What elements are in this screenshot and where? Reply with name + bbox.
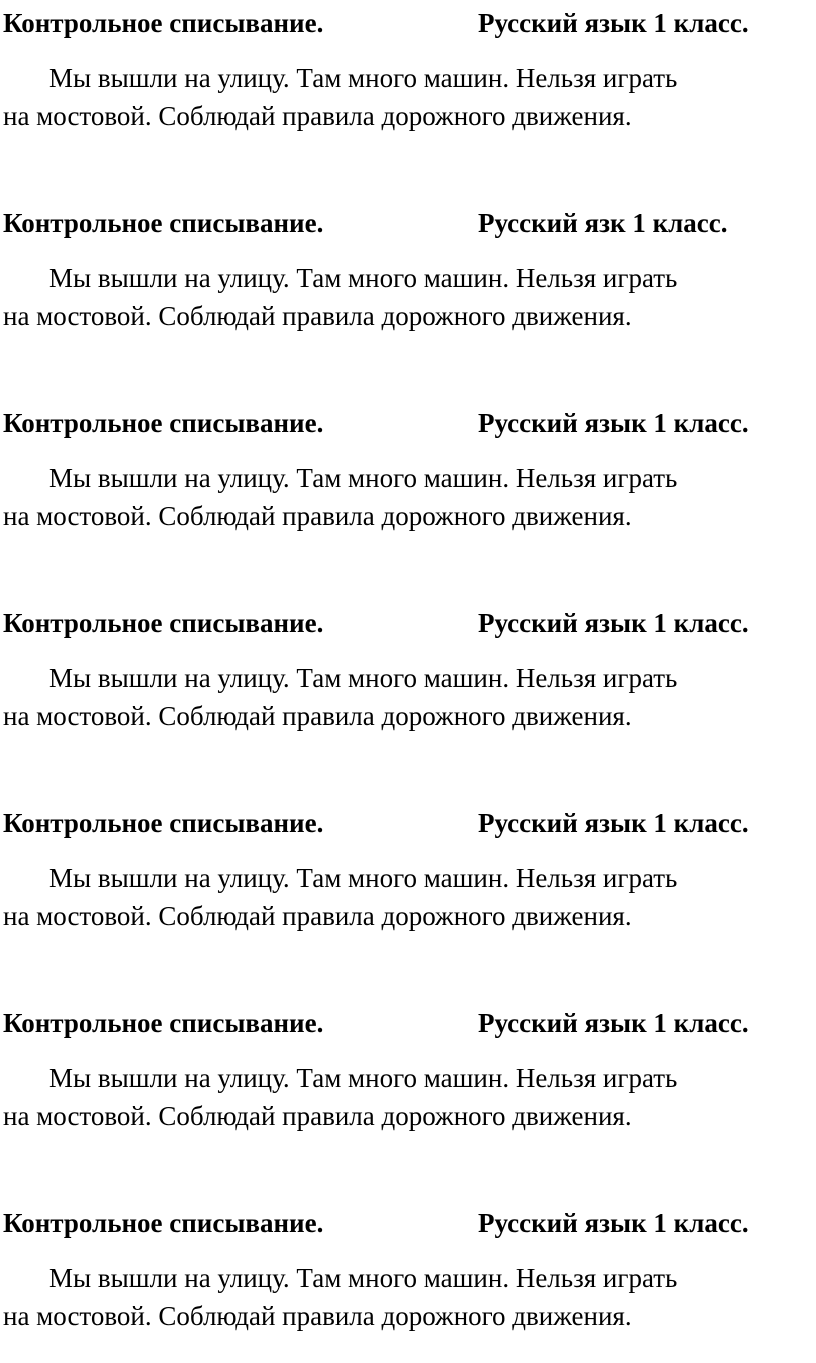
text-line: Мы вышли на улицу. Там много машин. Нельзя играть: [49, 463, 678, 493]
block-subject: Русский язык 1 класс.: [478, 1208, 749, 1238]
text-line: на мостовой. Соблюдай правила дорожного движения.: [3, 1101, 632, 1131]
block-text: [3, 459, 803, 535]
block-title: Контрольное списывание.: [3, 1008, 324, 1038]
text-line: Мы вышли на улицу. Там много машин. Нельзя играть: [49, 263, 678, 293]
block-subject: Русский язк 1 класс.: [478, 208, 728, 238]
text-line: на мостовой. Соблюдай правила дорожного движения.: [3, 501, 632, 531]
dictation-block: [0, 1003, 816, 1163]
text-line: Мы вышли на улицу. Там много машин. Нельзя играть: [49, 63, 678, 93]
dictation-block: [0, 803, 816, 963]
block-text: [3, 859, 803, 935]
dictation-block: [0, 3, 816, 163]
block-subject: Русский язык 1 класс.: [478, 408, 749, 438]
text-line: на мостовой. Соблюдай правила дорожного движения.: [3, 301, 632, 331]
text-line: на мостовой. Соблюдай правила дорожного движения.: [3, 701, 632, 731]
block-text: [3, 59, 803, 135]
text-line: Мы вышли на улицу. Там много машин. Нельзя играть: [49, 1063, 678, 1093]
text-line: на мостовой. Соблюдай правила дорожного движения.: [3, 901, 632, 931]
block-subject: Русский язык 1 класс.: [478, 8, 749, 38]
block-subject: Русский язык 1 класс.: [478, 808, 749, 838]
text-line: Мы вышли на улицу. Там много машин. Нельзя играть: [49, 1263, 678, 1293]
dictation-block: [0, 403, 816, 563]
text-line: Мы вышли на улицу. Там много машин. Нельзя играть: [49, 663, 678, 693]
text-line: на мостовой. Соблюдай правила дорожного движения.: [3, 1301, 632, 1331]
block-text: [3, 1259, 803, 1335]
text-line: Мы вышли на улицу. Там много машин. Нельзя играть: [49, 863, 678, 893]
block-title: Контрольное списывание.: [3, 808, 324, 838]
block-title: Контрольное списывание.: [3, 1208, 324, 1238]
block-subject: Русский язык 1 класс.: [478, 608, 749, 638]
block-text: [3, 1059, 803, 1135]
dictation-block: [0, 603, 816, 763]
block-text: [3, 259, 803, 335]
block-subject: Русский язык 1 класс.: [478, 1008, 749, 1038]
block-title: Контрольное списывание.: [3, 8, 324, 38]
dictation-block: [0, 1203, 816, 1363]
block-title: Контрольное списывание.: [3, 408, 324, 438]
dictation-block: [0, 203, 816, 363]
block-title: Контрольное списывание.: [3, 208, 324, 238]
text-line: на мостовой. Соблюдай правила дорожного движения.: [3, 101, 632, 131]
block-text: [3, 659, 803, 735]
block-title: Контрольное списывание.: [3, 608, 324, 638]
